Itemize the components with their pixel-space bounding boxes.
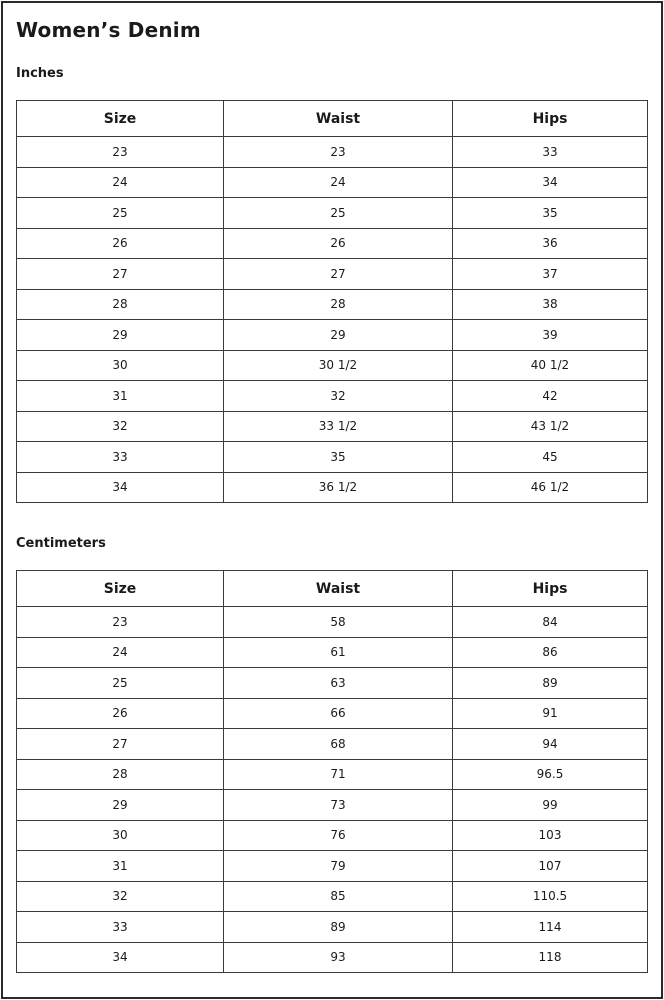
waist-cell: 89: [224, 912, 453, 943]
hips-cell: 40 1/2: [453, 350, 648, 381]
waist-cell: 58: [224, 607, 453, 638]
hips-cell: 99: [453, 790, 648, 821]
table-row: [17, 912, 648, 943]
size-cell: 24: [17, 637, 224, 668]
centimeters-size-table: [16, 570, 648, 973]
size-cell: 23: [17, 607, 224, 638]
hips-cell: 36: [453, 228, 648, 259]
table-row: [17, 411, 648, 442]
waist-cell: 36 1/2: [224, 472, 453, 503]
waist-cell: 68: [224, 729, 453, 760]
table-row: [17, 320, 648, 351]
hips-cell: 86: [453, 637, 648, 668]
table-row: [17, 350, 648, 381]
size-cell: 28: [17, 759, 224, 790]
hips-cell: 34: [453, 167, 648, 198]
size-cell: 30: [17, 350, 224, 381]
table-row: [17, 942, 648, 973]
table-row: [17, 881, 648, 912]
size-cell: 27: [17, 729, 224, 760]
hips-cell: 118: [453, 942, 648, 973]
size-cell: 25: [17, 198, 224, 229]
table-row: [17, 472, 648, 503]
hips-cell: 94: [453, 729, 648, 760]
column-header-waist: Waist: [224, 571, 453, 607]
table-row: [17, 259, 648, 290]
hips-cell: 91: [453, 698, 648, 729]
size-cell: 34: [17, 472, 224, 503]
hips-cell: 39: [453, 320, 648, 351]
size-cell: 33: [17, 912, 224, 943]
size-cell: 29: [17, 320, 224, 351]
table-row: [17, 698, 648, 729]
waist-cell: 30 1/2: [224, 350, 453, 381]
waist-cell: 28: [224, 289, 453, 320]
table-row: [17, 228, 648, 259]
waist-cell: 32: [224, 381, 453, 412]
centimeters-section-title: Centimeters: [16, 536, 106, 551]
table-header-row: [17, 101, 648, 137]
size-cell: 29: [17, 790, 224, 821]
hips-cell: 103: [453, 820, 648, 851]
waist-cell: 25: [224, 198, 453, 229]
hips-cell: 46 1/2: [453, 472, 648, 503]
waist-cell: 73: [224, 790, 453, 821]
size-cell: 27: [17, 259, 224, 290]
size-cell: 26: [17, 698, 224, 729]
hips-cell: 114: [453, 912, 648, 943]
hips-cell: 42: [453, 381, 648, 412]
table-row: [17, 289, 648, 320]
waist-cell: 35: [224, 442, 453, 473]
waist-cell: 27: [224, 259, 453, 290]
inches-section-title: Inches: [16, 66, 64, 81]
size-cell: 25: [17, 668, 224, 699]
size-cell: 31: [17, 851, 224, 882]
hips-cell: 43 1/2: [453, 411, 648, 442]
column-header-waist: Waist: [224, 101, 453, 137]
waist-cell: 23: [224, 137, 453, 168]
table-row: [17, 729, 648, 760]
table-row: [17, 851, 648, 882]
waist-cell: 85: [224, 881, 453, 912]
waist-cell: 29: [224, 320, 453, 351]
size-cell: 30: [17, 820, 224, 851]
waist-cell: 24: [224, 167, 453, 198]
size-cell: 34: [17, 942, 224, 973]
table-row: [17, 198, 648, 229]
hips-cell: 89: [453, 668, 648, 699]
hips-cell: 45: [453, 442, 648, 473]
hips-cell: 110.5: [453, 881, 648, 912]
column-header-hips: Hips: [453, 571, 648, 607]
hips-cell: 84: [453, 607, 648, 638]
hips-cell: 35: [453, 198, 648, 229]
waist-cell: 26: [224, 228, 453, 259]
table-row: [17, 381, 648, 412]
size-cell: 32: [17, 411, 224, 442]
waist-cell: 66: [224, 698, 453, 729]
waist-cell: 76: [224, 820, 453, 851]
size-cell: 28: [17, 289, 224, 320]
size-cell: 32: [17, 881, 224, 912]
table-row: [17, 137, 648, 168]
table-row: [17, 668, 648, 699]
table-header-row: [17, 571, 648, 607]
column-header-size: Size: [17, 101, 224, 137]
table-row: [17, 759, 648, 790]
table-row: [17, 442, 648, 473]
waist-cell: 71: [224, 759, 453, 790]
waist-cell: 61: [224, 637, 453, 668]
waist-cell: 63: [224, 668, 453, 699]
waist-cell: 93: [224, 942, 453, 973]
hips-cell: 96.5: [453, 759, 648, 790]
size-cell: 33: [17, 442, 224, 473]
size-cell: 31: [17, 381, 224, 412]
waist-cell: 33 1/2: [224, 411, 453, 442]
hips-cell: 33: [453, 137, 648, 168]
size-cell: 24: [17, 167, 224, 198]
waist-cell: 79: [224, 851, 453, 882]
size-cell: 23: [17, 137, 224, 168]
table-row: [17, 637, 648, 668]
size-cell: 26: [17, 228, 224, 259]
column-header-size: Size: [17, 571, 224, 607]
hips-cell: 38: [453, 289, 648, 320]
hips-cell: 107: [453, 851, 648, 882]
inches-size-table: [16, 100, 648, 503]
table-row: [17, 607, 648, 638]
column-header-hips: Hips: [453, 101, 648, 137]
hips-cell: 37: [453, 259, 648, 290]
table-row: [17, 167, 648, 198]
page-title: Women’s Denim: [16, 18, 201, 42]
table-row: [17, 790, 648, 821]
table-row: [17, 820, 648, 851]
